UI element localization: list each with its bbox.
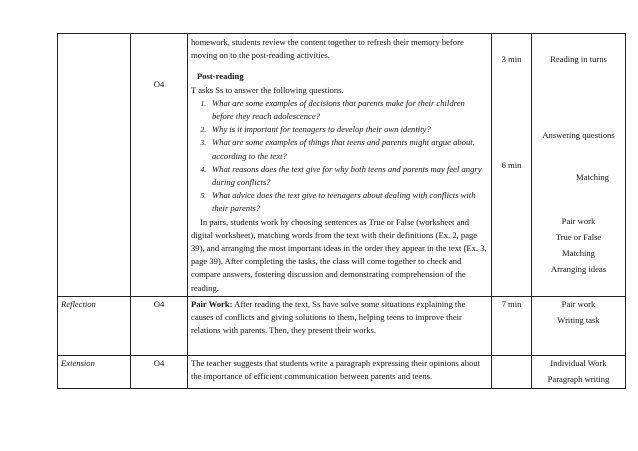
interaction-cell (532, 34, 626, 297)
interaction-label: Answering questions (542, 130, 615, 141)
interaction-label: Paragraph writing (547, 374, 610, 385)
question-list (191, 97, 488, 216)
reflection-row (58, 296, 626, 355)
time-label: 7 min (501, 298, 522, 309)
question-item: 1. What are some examples of decisions that parents make for their children before they reach adolescence? (208, 97, 488, 123)
stage-cell (58, 355, 131, 388)
question-item: 2. Why is it important for teenagers to develop their own identity? (208, 123, 488, 136)
stage-cell (58, 296, 131, 355)
time-label: 3 min (501, 54, 522, 64)
procedure-cell (188, 296, 492, 355)
lesson-plan-table (57, 33, 626, 389)
stage-cell (58, 34, 131, 297)
question-item: 3. What are some examples of things that teens and parents might argue about, according to the text? (208, 136, 488, 162)
reflection-body: After reading the text, Ss have solve some situations explaining the causes of conflicts and giving solutions to them, helping teens to improve their relations with parents. Then, they present their works. (191, 298, 466, 336)
time-cell (492, 296, 532, 355)
question-item: 4. What reasons does the text give for why both teens and parents may feel angry during conflicts? (208, 163, 488, 189)
interaction-label: Matching (562, 248, 595, 259)
interaction-label: Pair work (561, 215, 596, 226)
objective-label: O4 (153, 79, 165, 89)
interaction-label: Writing task (557, 315, 600, 326)
extension-text: The teacher suggests that students write a paragraph expressing their opinions about the importance of efficient communication between parents and teens. (191, 357, 481, 382)
interaction-label: Arranging ideas (550, 264, 607, 275)
interaction-label: Individual Work (550, 357, 607, 368)
stage-label: Extension (61, 357, 95, 368)
interaction-label: True or False (555, 231, 602, 242)
extension-row (58, 355, 626, 388)
procedure-cell (188, 355, 492, 388)
intro-text: homework, students review the content together to refresh their memory before moving on to the post-reading activities. (191, 37, 464, 61)
stage-label: Reflection (61, 298, 96, 309)
objective-cell (131, 296, 188, 355)
objective-label: O4 (153, 298, 165, 309)
pair-work-lead: Pair Work: (191, 298, 233, 309)
reflection-text (191, 298, 488, 338)
interaction-label: Pair work (561, 298, 596, 309)
interaction-label: Matching (576, 172, 609, 183)
procedure-cell (188, 34, 492, 297)
time-cell (492, 34, 532, 297)
post-reading-row (58, 34, 626, 297)
objective-cell (131, 34, 188, 297)
time-label: 6 min (501, 160, 522, 171)
interaction-cell (532, 355, 626, 388)
time-cell (492, 355, 532, 388)
question-item: 5. What advice does the text give to teenagers about dealing with conflicts with their parents? (208, 189, 488, 215)
interaction-cell (532, 296, 626, 355)
pairs-text: In pairs, students work by choosing sentences as True or False (worksheet and digital worksheet), matching words from the text with their definitions (Ex. 2, page 39), and arranging the most important ideas in the order they appear in the text (Ex. 3, page 39). After completing the tasks, the class will come together to check and compare answers, fostering discussion and demonstrating comprehension of the reading. (191, 216, 487, 293)
objective-cell (131, 355, 188, 388)
interaction-label: Reading in turns (550, 54, 607, 64)
post-reading-lead: T asks Ss to answer the following questions. (191, 84, 344, 95)
objective-label: O4 (153, 357, 165, 368)
post-reading-heading: Post-reading (197, 71, 244, 82)
